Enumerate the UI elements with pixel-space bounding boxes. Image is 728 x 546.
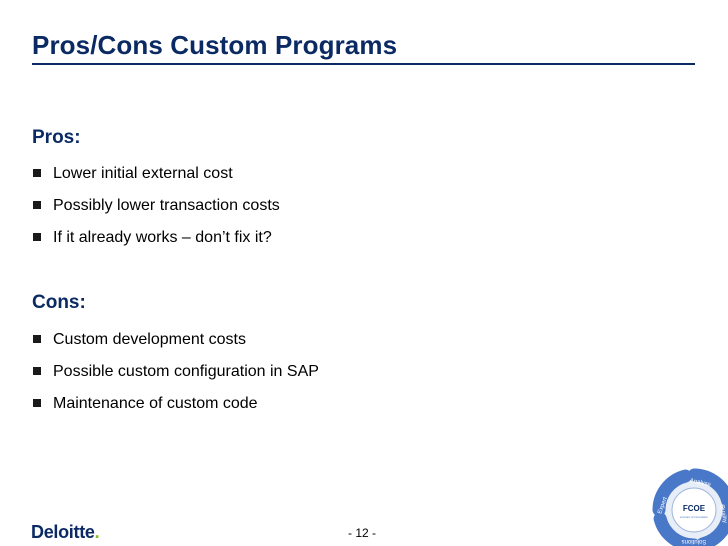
pros-item-label: If it already works – don’t fix it? (53, 229, 272, 246)
pros-list (32, 158, 280, 254)
pros-heading: Pros: (32, 127, 81, 148)
list-item (32, 388, 319, 420)
ring-word-solutions: Solutions (681, 538, 707, 544)
page-number: - 12 - (348, 526, 377, 540)
list-item (32, 222, 280, 254)
logo-text: Deloitte (31, 522, 95, 542)
cons-item-label: Possible custom configuration in SAP (53, 363, 319, 380)
pros-item-label: Lower initial external cost (53, 165, 233, 182)
ring-word-quality: Quality (718, 504, 728, 524)
deloitte-logo (31, 522, 99, 543)
list-item (32, 190, 280, 222)
square-bullet-icon (33, 335, 41, 343)
square-bullet-icon (33, 169, 41, 177)
cons-list (32, 324, 319, 420)
ring-word-analyse: Analyse (689, 477, 712, 489)
fcoe-center-label: FCOE (682, 504, 706, 513)
list-item (32, 158, 280, 190)
slide-title: Pros/Cons Custom Programs (32, 30, 398, 60)
title-underline (32, 63, 695, 65)
square-bullet-icon (33, 233, 41, 241)
ring-word-expert: Expert (657, 496, 669, 515)
square-bullet-icon (33, 367, 41, 375)
cons-item-label: Custom development costs (53, 331, 246, 348)
square-bullet-icon (33, 399, 41, 407)
logo-dot: . (94, 522, 100, 542)
cons-heading: Cons: (32, 292, 86, 313)
cons-item-label: Maintenance of custom code (53, 395, 258, 412)
square-bullet-icon (33, 201, 41, 209)
list-item (32, 356, 319, 388)
pros-item-label: Possibly lower transaction costs (53, 197, 280, 214)
fcoe-cycle-graphic (650, 466, 728, 546)
fcoe-center-sublabel: a future of innovation (679, 515, 709, 519)
list-item (32, 324, 319, 356)
